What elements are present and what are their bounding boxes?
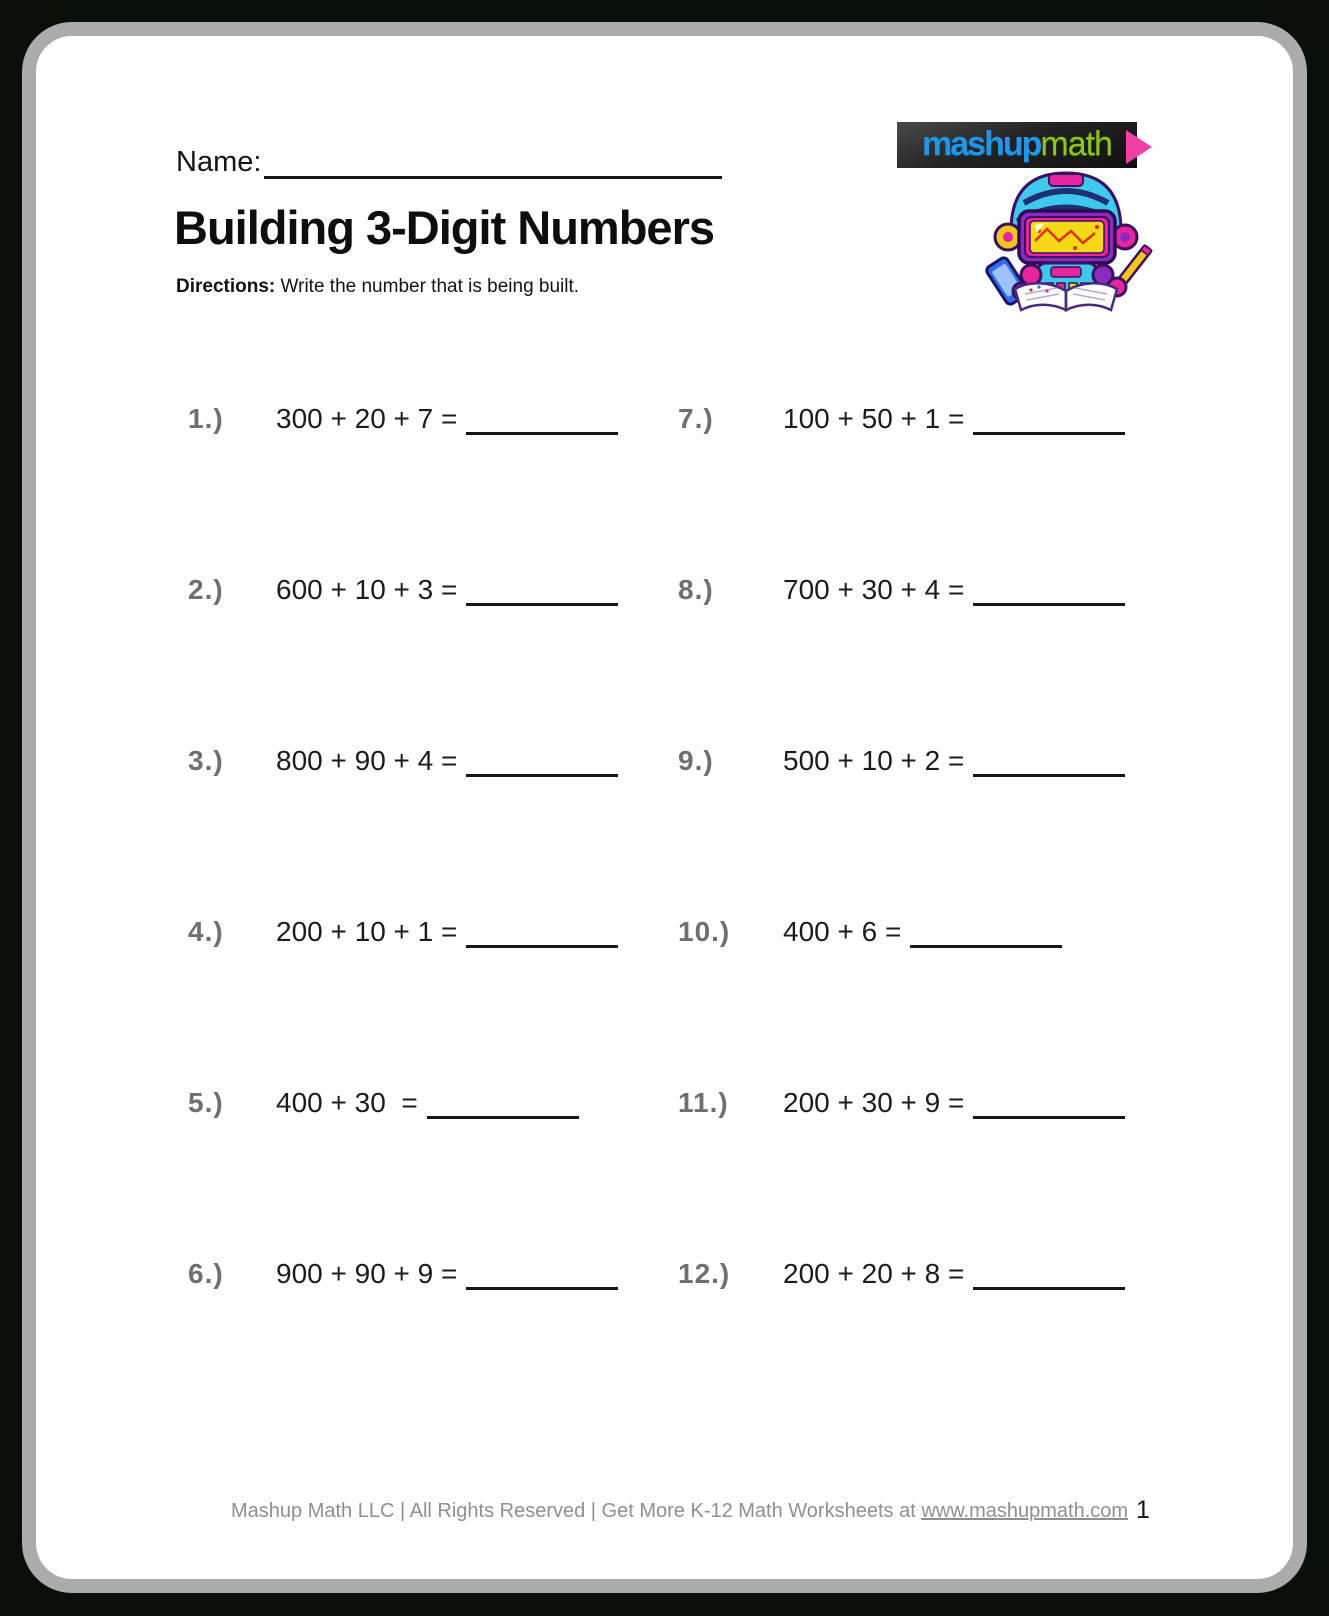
problem-row-2	[188, 575, 618, 606]
problem-number: 9.)	[678, 745, 714, 776]
answer-blank[interactable]	[973, 420, 1125, 435]
problem-number: 10.)	[678, 916, 731, 947]
problem-row-7	[678, 404, 1125, 435]
directions-text: Write the number that is being built.	[275, 276, 580, 297]
problem-expression: 600 + 10 + 3 =	[276, 574, 458, 605]
answer-blank[interactable]	[466, 420, 618, 435]
page-number: 1	[1136, 1496, 1150, 1524]
problem-row-9	[678, 746, 1125, 777]
problems-column-right	[678, 0, 1178, 1616]
problem-expression: 500 + 10 + 2 =	[783, 745, 965, 776]
directions-label: Directions:	[176, 276, 276, 297]
answer-blank[interactable]	[973, 591, 1125, 606]
problem-number: 2.)	[188, 574, 224, 605]
problem-row-12	[678, 1259, 1125, 1290]
problem-expression: 700 + 30 + 4 =	[783, 574, 965, 605]
problem-number: 4.)	[188, 916, 224, 947]
name-label: Name:	[176, 146, 262, 178]
problem-row-3	[188, 746, 618, 777]
problem-expression: 200 + 30 + 9 =	[783, 1087, 965, 1118]
answer-blank[interactable]	[973, 762, 1125, 777]
answer-blank[interactable]	[466, 591, 618, 606]
logo-text-math: math	[1040, 124, 1112, 163]
answer-blank[interactable]	[973, 1104, 1125, 1119]
footer	[231, 1500, 1128, 1523]
problem-number: 5.)	[188, 1087, 224, 1118]
footer-link[interactable]: www.mashupmath.com	[921, 1500, 1129, 1522]
answer-blank[interactable]	[427, 1104, 579, 1119]
problem-expression: 100 + 50 + 1 =	[783, 403, 965, 434]
problem-number: 1.)	[188, 403, 224, 434]
problem-number: 6.)	[188, 1258, 224, 1289]
problem-expression: 400 + 30 =	[276, 1087, 418, 1118]
problem-expression: 200 + 10 + 1 =	[276, 916, 458, 947]
answer-blank[interactable]	[910, 933, 1062, 948]
problem-expression: 200 + 20 + 8 =	[783, 1258, 965, 1289]
page-title: Building 3-Digit Numbers	[174, 201, 714, 254]
problem-row-5	[188, 1088, 579, 1119]
problem-number: 7.)	[678, 403, 714, 434]
answer-blank[interactable]	[466, 933, 618, 948]
problem-expression: 800 + 90 + 4 =	[276, 745, 458, 776]
problem-number: 12.)	[678, 1258, 731, 1289]
problem-row-11	[678, 1088, 1125, 1119]
answer-blank[interactable]	[973, 1275, 1125, 1290]
answer-blank[interactable]	[466, 762, 618, 777]
problem-number: 3.)	[188, 745, 224, 776]
logo-text-mashup: mashup	[922, 124, 1041, 163]
problem-number: 11.)	[678, 1087, 729, 1118]
problem-row-6	[188, 1259, 618, 1290]
problem-row-10	[678, 917, 1062, 948]
problem-row-1	[188, 404, 618, 435]
problem-expression: 400 + 6 =	[783, 916, 902, 947]
problem-row-8	[678, 575, 1125, 606]
problems-column-left	[188, 0, 688, 1616]
problem-expression: 300 + 20 + 7 =	[276, 403, 458, 434]
problem-number: 8.)	[678, 574, 714, 605]
answer-blank[interactable]	[466, 1275, 618, 1290]
footer-text: Mashup Math LLC | All Rights Reserved | Get More K-12 Math Worksheets at	[231, 1500, 922, 1522]
problem-expression: 900 + 90 + 9 =	[276, 1258, 458, 1289]
problem-row-4	[188, 917, 618, 948]
